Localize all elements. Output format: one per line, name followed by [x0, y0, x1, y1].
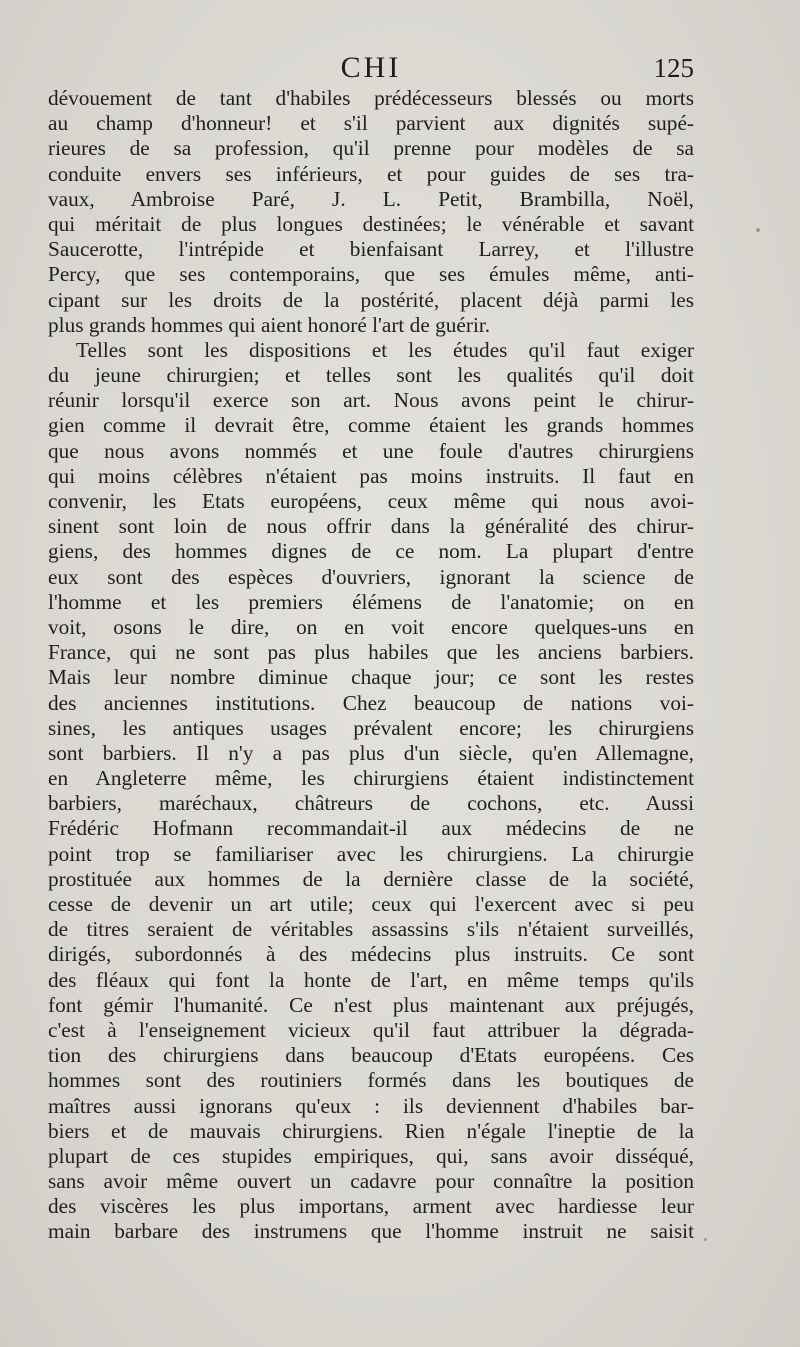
text-line: main barbare des instrumens que l'homme instruit ne saisit — [48, 1219, 694, 1244]
text-line: cesse de devenir un art utile; ceux qui l'exercent avec si peu — [48, 892, 694, 916]
text-line: dévouement de tant d'habiles prédécesseurs blessés ou morts — [48, 86, 694, 110]
text-line: Saucerotte, l'intrépide et bienfaisant Larrey, et l'illustre — [48, 237, 694, 262]
text-line: convenir, les Etats européens, ceux même qui nous avoi- — [48, 489, 694, 513]
text-line: font gémir l'humanité. Ce n'est plus maintenant aux préjugés, — [48, 992, 694, 1017]
text-line: Percy, que ses contemporains, que ses émules même, anti- — [48, 262, 694, 287]
text-line: prostituée aux hommes de la dernière classe de la société, — [48, 866, 694, 891]
text-line: dirigés, subordonnés à des médecins plus instruits. Ce sont — [48, 942, 694, 967]
text-line: biers et de mauvais chirurgiens. Rien n'égale l'ineptie de la — [48, 1118, 694, 1143]
text-line: Mais leur nombre diminue chaque jour; ce sont les restes — [48, 665, 694, 690]
text-line: barbiers, maréchaux, châtreurs de cochons, etc. Aussi — [48, 791, 694, 816]
paper-speck — [756, 228, 760, 232]
text-line: gien comme il devrait être, comme étaient les grands hommes — [48, 413, 694, 438]
text-line: voit, osons le dire, on en voit encore quelques-uns en — [48, 614, 694, 639]
text-line: rieures de sa profession, qu'il prenne pour modèles de sa — [48, 136, 694, 161]
text-line: des fléaux qui font la honte de l'art, en même temps qu'ils — [48, 967, 694, 992]
text-line: Frédéric Hofmann recommandait-il aux médecins de ne — [48, 816, 694, 841]
text-line: plupart de ces stupides empiriques, qui, sans avoir disséqué, — [48, 1143, 694, 1168]
text-line: maîtres aussi ignorans qu'eux : ils deviennent d'habiles bar- — [48, 1093, 694, 1118]
text-line: réunir lorsqu'il exerce son art. Nous avons peint le chirur- — [48, 388, 694, 413]
text-line: que nous avons nommés et une foule d'autres chirurgiens — [48, 438, 694, 463]
text-line: qui moins célèbres n'étaient pas moins instruits. Il faut en — [48, 463, 694, 488]
text-line: cipant sur les droits de la postérité, placent déjà parmi les — [48, 287, 694, 312]
page-number: 125 — [653, 53, 694, 83]
text-line: plus grands hommes qui aient honoré l'art de guérir. — [48, 312, 491, 337]
text-line: conduite envers ses inférieurs, et pour guides de ses tra- — [48, 161, 694, 186]
text-line: France, qui ne sont pas plus habiles que les anciens barbiers. — [48, 640, 694, 665]
text-line: sans avoir même ouvert un cadavre pour connaître la position — [48, 1169, 694, 1194]
text-line: des viscères les plus importans, arment avec hardiesse leur — [48, 1194, 694, 1219]
text-line: sont barbiers. Il n'y a pas plus d'un siècle, qu'en Allemagne, — [48, 740, 694, 765]
text-line: des anciennes institutions. Chez beaucoup de nations voi- — [48, 690, 694, 715]
text-line: sines, les antiques usages prévalent encore; les chirurgiens — [48, 715, 694, 740]
text-line: point trop se familiariser avec les chirurgiens. La chirurgie — [48, 841, 694, 866]
text-line: giens, des hommes dignes de ce nom. La plupart d'entre — [48, 539, 694, 564]
body-text — [48, 86, 694, 1245]
text-line: de titres seraient de véritables assassins s'ils n'étaient surveillés, — [48, 917, 694, 942]
text-line: du jeune chirurgien; et telles sont les qualités qu'il doit — [48, 363, 694, 388]
text-line: l'homme et les premiers élémens de l'anatomie; on en — [48, 589, 694, 614]
text-line: hommes sont des routiniers formés dans les boutiques de — [48, 1068, 694, 1093]
text-line: c'est à l'enseignement vicieux qu'il faut attribuer la dégrada- — [48, 1017, 694, 1042]
text-line: au champ d'honneur! et s'il parvient aux dignités supé- — [48, 111, 694, 136]
running-head: CHI — [340, 51, 402, 84]
text-line: sinent sont loin de nous offrir dans la généralité des chirur- — [48, 514, 694, 539]
text-line: tion des chirurgiens dans beaucoup d'Etats européens. Ces — [48, 1043, 694, 1068]
text-line: eux sont des espèces d'ouvriers, ignorant la science de — [48, 564, 694, 589]
text-line: Telles sont les dispositions et les études qu'il faut exiger — [76, 337, 694, 362]
text-line: en Angleterre même, les chirurgiens étaient indistinctement — [48, 766, 694, 791]
text-line: vaux, Ambroise Paré, J. L. Petit, Brambilla, Noël, — [48, 186, 694, 211]
text-line: qui méritait de plus longues destinées; le vénérable et savant — [48, 211, 694, 236]
page-header — [48, 50, 694, 86]
paper-speck — [704, 1238, 707, 1241]
